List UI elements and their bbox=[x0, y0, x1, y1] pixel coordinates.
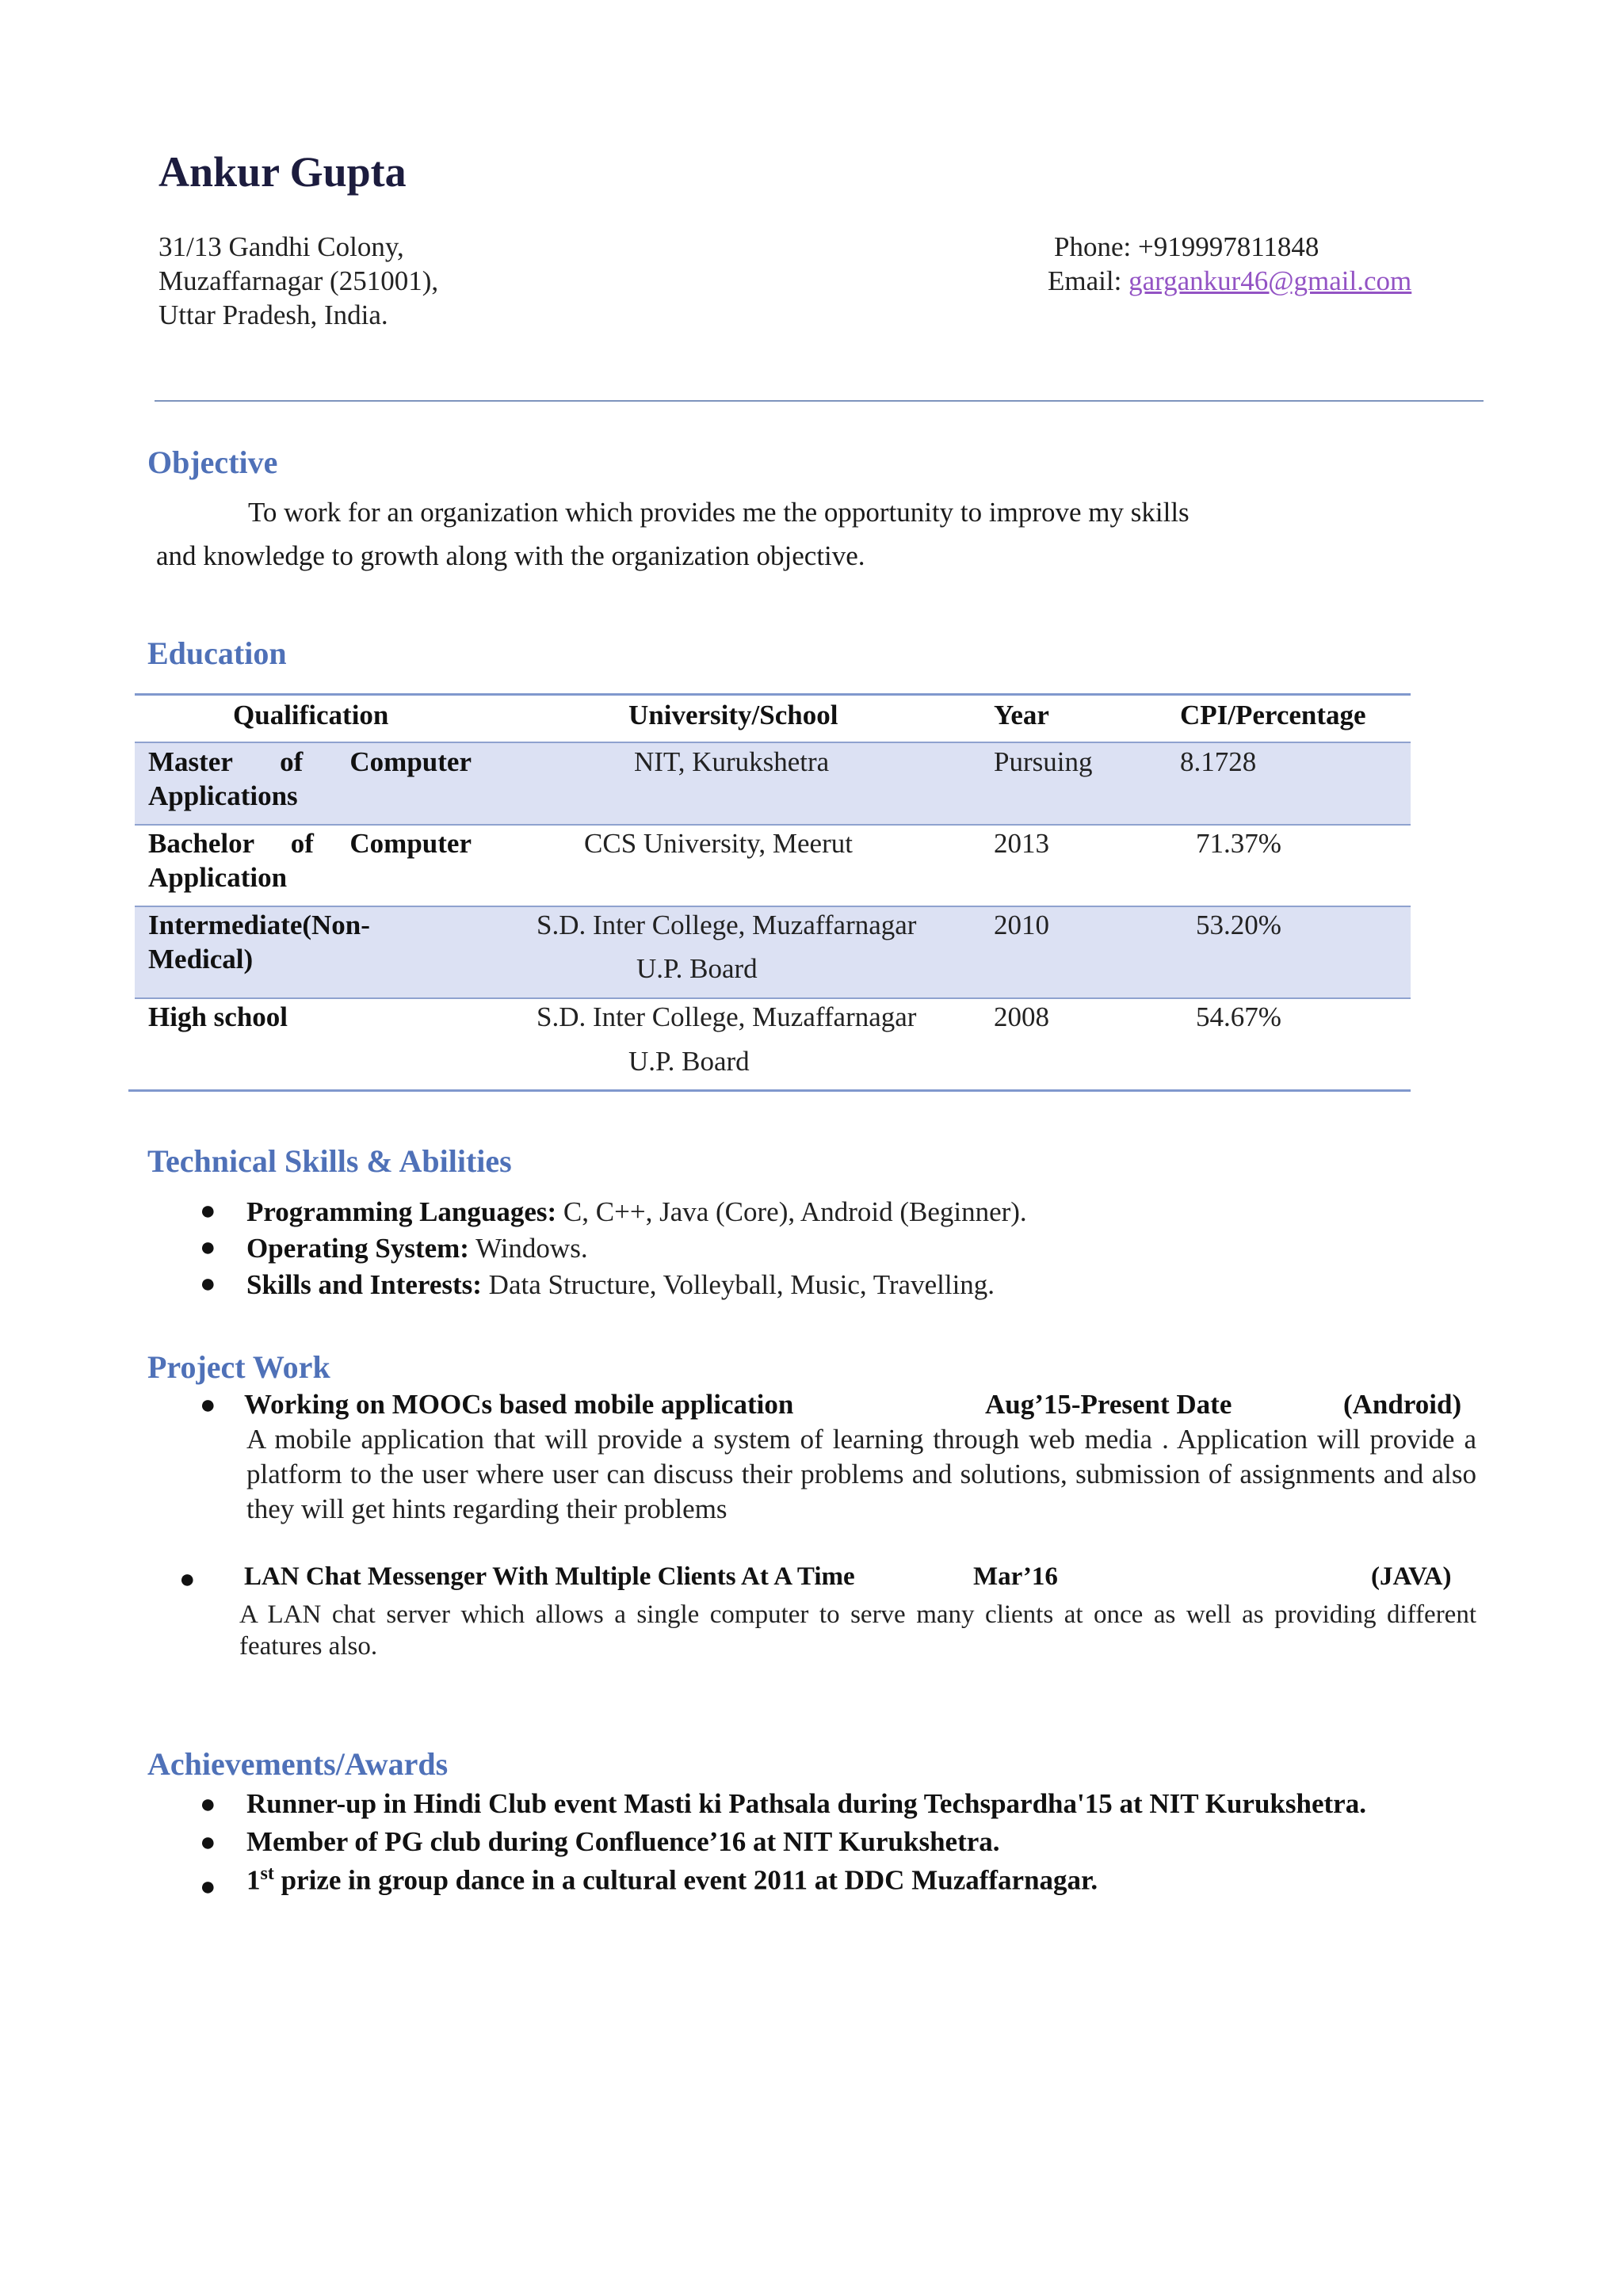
score-value: 53.20% bbox=[1196, 910, 1281, 940]
column-header-score: CPI/Percentage bbox=[1180, 700, 1366, 730]
project-date: Aug’15-Present Date bbox=[985, 1389, 1232, 1420]
address-line-3: Uttar Pradesh, India. bbox=[158, 299, 388, 330]
objective-line-2: and knowledge to growth along with the organization objective. bbox=[156, 540, 865, 571]
achievement-item bbox=[246, 1863, 1098, 1897]
phone-label: Phone: bbox=[1054, 231, 1132, 262]
project-tech: (JAVA) bbox=[1371, 1562, 1452, 1591]
achievement-ordinal: st bbox=[260, 1863, 274, 1884]
qualification-word: Master bbox=[148, 746, 233, 777]
address-line-1: 31/13 Gandhi Colony, bbox=[158, 231, 404, 262]
table-header-border bbox=[135, 742, 1411, 743]
table-top-border bbox=[135, 693, 1411, 696]
table-row-border bbox=[135, 906, 1411, 907]
objective-line-1: To work for an organization which provides me the opportunity to improve my skills bbox=[248, 497, 1190, 528]
bullet-icon: ● bbox=[200, 1233, 216, 1262]
project-title: Working on MOOCs based mobile application bbox=[244, 1389, 794, 1420]
objective-heading: Objective bbox=[147, 444, 278, 480]
board-name: U.P. Board bbox=[636, 953, 758, 984]
school-name: S.D. Inter College, Muzaffarnagar bbox=[537, 910, 917, 940]
phone-number: +919997811848 bbox=[1137, 231, 1319, 262]
qualification-line-2: Applications bbox=[148, 780, 298, 811]
skill-item bbox=[246, 1269, 995, 1301]
skill-label: Programming Languages: bbox=[246, 1196, 557, 1227]
score-value: 8.1728 bbox=[1180, 746, 1257, 777]
header-divider bbox=[155, 400, 1484, 402]
qualification-word: Computer bbox=[349, 746, 472, 777]
skill-label: Operating System: bbox=[246, 1233, 469, 1264]
qualification-line-2: Application bbox=[148, 862, 288, 893]
bullet-icon: ● bbox=[200, 1390, 216, 1420]
phone-line bbox=[1054, 231, 1319, 263]
bullet-icon: ● bbox=[200, 1269, 216, 1299]
bullet-icon: ● bbox=[200, 1790, 216, 1819]
school-name: NIT, Kurukshetra bbox=[634, 746, 830, 777]
qualification-line-1 bbox=[148, 746, 472, 778]
qualification-word: of bbox=[280, 746, 304, 777]
qualification-word: Computer bbox=[349, 828, 472, 859]
project-description: A mobile application that will provide a system of learning through web media . Application will provide a platform to the user where user can discuss their problems and solutions, submission of assignments and also they will get hints regarding their problems bbox=[246, 1424, 1476, 1524]
project-date: Mar’16 bbox=[973, 1562, 1058, 1591]
column-header-year: Year bbox=[994, 700, 1049, 730]
email-link[interactable]: gargankur46@gmail.com bbox=[1128, 265, 1412, 296]
qualification-line-1: Intermediate(Non- bbox=[148, 910, 370, 940]
skill-label: Skills and Interests: bbox=[246, 1269, 482, 1300]
project-tech: (Android) bbox=[1343, 1389, 1462, 1420]
project-title: LAN Chat Messenger With Multiple Clients At A Time bbox=[244, 1562, 855, 1591]
score-value: 71.37% bbox=[1196, 828, 1281, 859]
skill-item bbox=[246, 1196, 1027, 1228]
achievements-heading: Achievements/Awards bbox=[147, 1746, 449, 1782]
education-heading: Education bbox=[147, 635, 287, 671]
board-name: U.P. Board bbox=[628, 1046, 750, 1077]
school-name: S.D. Inter College, Muzaffarnagar bbox=[537, 1001, 917, 1032]
bullet-icon: ● bbox=[200, 1196, 216, 1226]
email-line bbox=[1048, 265, 1411, 297]
bullet-icon: ● bbox=[200, 1828, 216, 1857]
address-line-2: Muzaffarnagar (251001), bbox=[158, 265, 439, 296]
email-label: Email: bbox=[1048, 265, 1122, 296]
projects-heading: Project Work bbox=[147, 1349, 330, 1385]
achievement-number: 1 bbox=[246, 1864, 261, 1896]
skills-heading: Technical Skills & Abilities bbox=[147, 1143, 512, 1179]
skill-value: Data Structure, Volleyball, Music, Travelling. bbox=[481, 1269, 995, 1300]
qualification-word: of bbox=[290, 828, 314, 859]
column-header-qualification: Qualification bbox=[233, 700, 389, 730]
table-bottom-border bbox=[128, 1089, 1411, 1092]
bullet-icon: ● bbox=[179, 1565, 196, 1594]
year-value: 2008 bbox=[994, 1001, 1049, 1032]
achievement-item: Runner-up in Hindi Club event Masti ki Pathsala during Techspardha'15 at NIT Kurukshetra. bbox=[246, 1788, 1366, 1819]
achievement-text: prize in group dance in a cultural event 2011 at DDC Muzaffarnagar. bbox=[273, 1864, 1098, 1896]
skill-value: Windows. bbox=[468, 1233, 588, 1264]
table-row-border bbox=[135, 997, 1411, 999]
skill-item bbox=[246, 1233, 588, 1264]
qualification-line-2: Medical) bbox=[148, 944, 254, 974]
bullet-icon: ● bbox=[200, 1872, 216, 1901]
achievement-item: Member of PG club during Confluence’16 at NIT Kurukshetra. bbox=[246, 1826, 1000, 1857]
year-value: 2010 bbox=[994, 910, 1049, 940]
qualification-line-1 bbox=[148, 828, 472, 860]
qualification-line-1: High school bbox=[148, 1001, 288, 1032]
candidate-name: Ankur Gupta bbox=[158, 148, 407, 196]
table-row-border bbox=[135, 824, 1411, 826]
year-value: Pursuing bbox=[994, 746, 1093, 777]
school-name: CCS University, Meerut bbox=[584, 828, 853, 859]
column-header-school: University/School bbox=[628, 700, 838, 730]
year-value: 2013 bbox=[994, 828, 1049, 859]
qualification-word: Bachelor bbox=[148, 828, 255, 859]
project-description: A LAN chat server which allows a single computer to serve many clients at once as well as providing different features also. bbox=[239, 1600, 1476, 1661]
score-value: 54.67% bbox=[1196, 1001, 1281, 1032]
skill-value: C, C++, Java (Core), Android (Beginner). bbox=[556, 1196, 1027, 1227]
